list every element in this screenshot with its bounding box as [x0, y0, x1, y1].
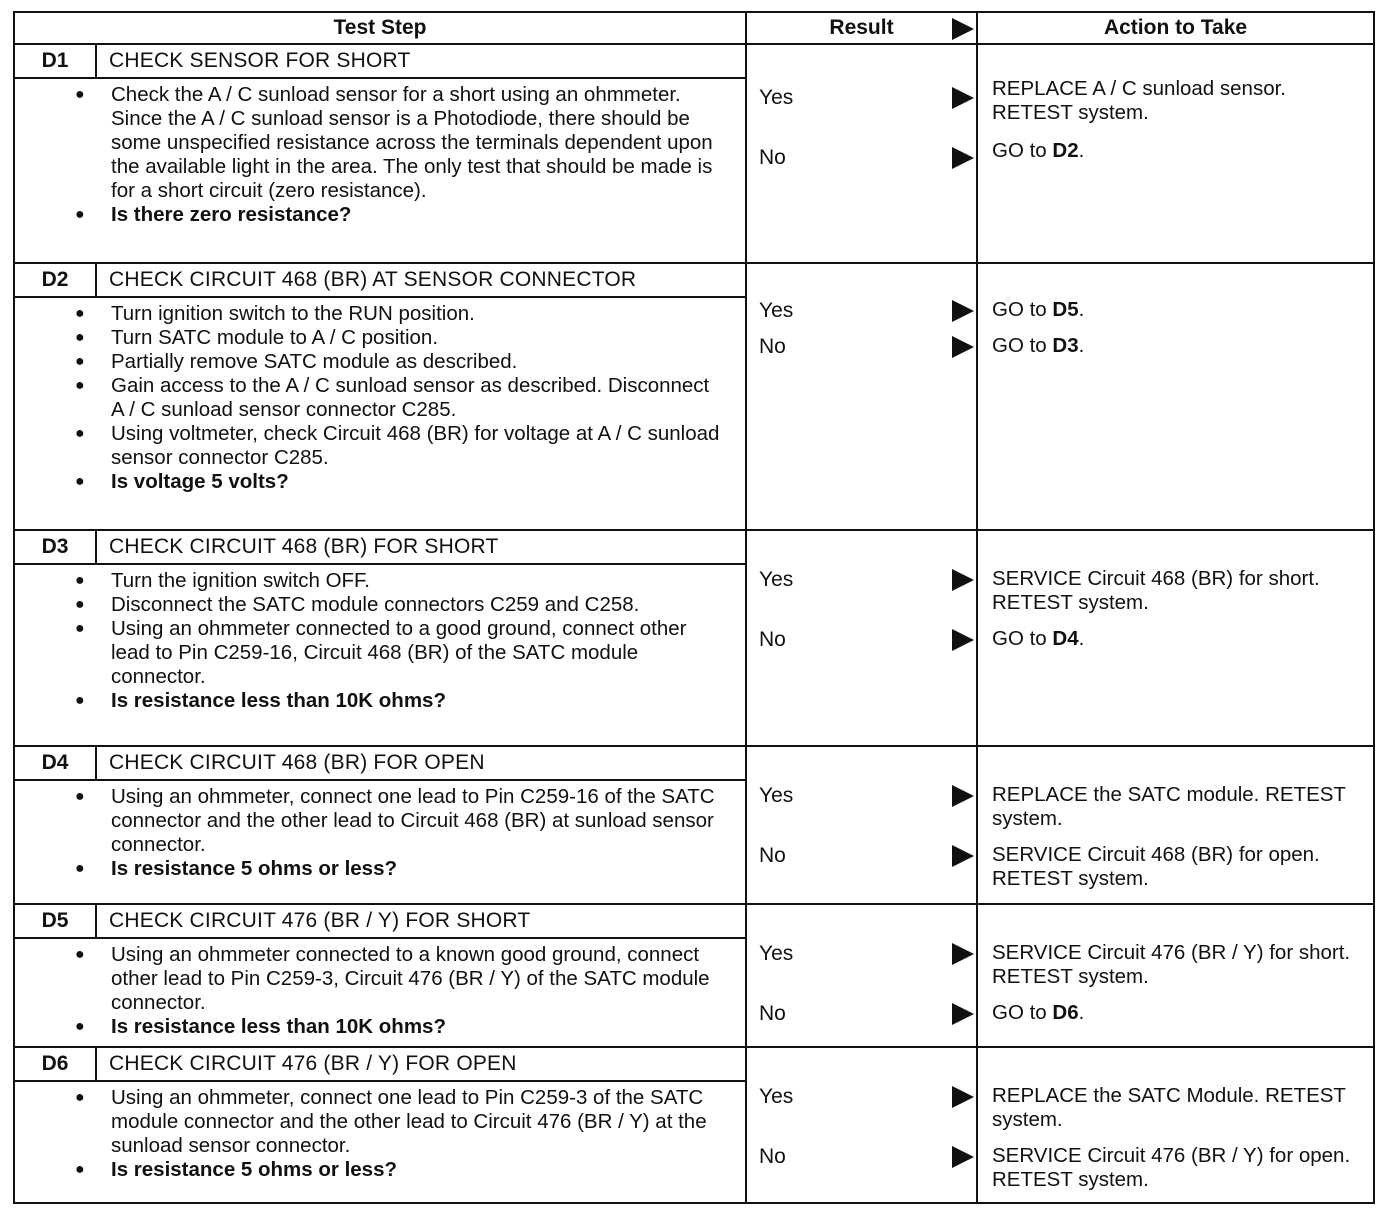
step-id: D5 [15, 905, 96, 938]
result-cell [746, 530, 977, 746]
result-cell [746, 44, 977, 263]
step-cell [14, 44, 746, 263]
result-label: Yes [759, 1085, 794, 1108]
action-no [992, 627, 1365, 651]
result-no [759, 1144, 974, 1170]
step-cell [14, 1047, 746, 1203]
header-action: Action to Take [977, 12, 1374, 44]
result-cell [746, 263, 977, 530]
step-id: D2 [15, 264, 96, 297]
step-id: D6 [15, 1048, 96, 1081]
action-yes [992, 567, 1365, 615]
steps-body [14, 44, 1374, 1203]
action-step-ref: D2 [1052, 139, 1079, 162]
step-question: ● Is resistance 5 ohms or less? [111, 857, 725, 881]
action-cell [977, 44, 1374, 263]
result-label: Yes [759, 86, 794, 109]
step-bullet-list [15, 943, 725, 1039]
action-no [992, 1144, 1365, 1192]
step-instruction: ● Using voltmeter, check Circuit 468 (BR) for voltage at A / C sunload sensor connector C285. [111, 422, 725, 470]
result-label: Yes [759, 942, 794, 965]
step-instruction: ● Using an ohmmeter connected to a good ground, connect other lead to Pin C259-16, Circuit 468 (BR) of the SATC module connector. [111, 617, 725, 689]
step-instruction: ● Using an ohmmeter, connect one lead to Pin C259-3 of the SATC module connector and the other lead to Circuit 476 (BR / Y) at the sunload sensor connector. [111, 1086, 725, 1158]
header-test-step: Test Step [14, 12, 746, 44]
step-cell [14, 530, 746, 746]
result-label: Yes [759, 299, 794, 322]
action-step-ref: D5 [1052, 298, 1079, 321]
arrow-right-icon [952, 300, 974, 322]
action-suffix: . [1078, 298, 1085, 321]
action-no [992, 843, 1365, 891]
step-title: CHECK CIRCUIT 468 (BR) FOR OPEN [96, 747, 745, 780]
action-yes [992, 1084, 1365, 1132]
action-text: SERVICE Circuit 468 (BR) for short. RETEST system. [992, 567, 1320, 614]
step-instruction: ● Turn the ignition switch OFF. [111, 569, 725, 593]
step-question: ● Is resistance less than 10K ohms? [111, 689, 725, 713]
step-instruction: ● Using an ohmmeter connected to a known good ground, connect other lead to Pin C259-3, Circuit 476 (BR / Y) of the SATC module connector. [111, 943, 725, 1015]
step-row [14, 530, 1374, 746]
result-no [759, 1001, 974, 1027]
action-text: SERVICE Circuit 468 (BR) for open. RETEST system. [992, 843, 1320, 890]
step-question: ● Is resistance 5 ohms or less? [111, 1158, 725, 1182]
result-cell [746, 1047, 977, 1203]
arrow-right-icon [952, 87, 974, 109]
step-row [14, 44, 1374, 263]
action-prefix: GO to [992, 139, 1053, 162]
step-title: CHECK CIRCUIT 468 (BR) FOR SHORT [96, 531, 745, 564]
step-bullet-list [15, 302, 725, 494]
action-text: REPLACE the SATC Module. RETEST system. [992, 1084, 1346, 1131]
action-yes [992, 783, 1365, 831]
step-title: CHECK CIRCUIT 476 (BR / Y) FOR SHORT [96, 905, 745, 938]
action-suffix: . [1078, 627, 1085, 650]
arrow-right-icon [952, 1086, 974, 1108]
step-id: D1 [15, 45, 96, 78]
arrow-right-icon [952, 943, 974, 965]
table-header-row [14, 12, 1374, 44]
action-no [992, 1001, 1365, 1025]
result-label: No [759, 1145, 786, 1168]
arrow-right-icon [952, 569, 974, 591]
step-instruction: ● Check the A / C sunload sensor for a short using an ohmmeter. Since the A / C sunload sensor is a Photodiode, there should be some unspecified resistance across the terminals dependent upon the available light in the area. The only test that should be made is for a short circuit (zero resistance). [111, 83, 725, 203]
header-result-label: Result [829, 16, 894, 39]
step-row [14, 1047, 1374, 1203]
action-step-ref: D4 [1052, 627, 1079, 650]
diagnostic-table [13, 11, 1375, 1204]
action-cell [977, 1047, 1374, 1203]
result-yes [759, 298, 974, 324]
action-cell [977, 904, 1374, 1047]
action-suffix: . [1078, 139, 1085, 162]
step-cell [14, 263, 746, 530]
arrow-right-icon [952, 336, 974, 358]
step-bullet-list [15, 785, 725, 881]
result-yes [759, 783, 974, 809]
result-cell [746, 746, 977, 904]
action-step-ref: D6 [1052, 1001, 1079, 1024]
result-yes [759, 567, 974, 593]
step-instruction: ● Turn ignition switch to the RUN position. [111, 302, 725, 326]
step-bullet-list [15, 569, 725, 713]
step-id: D4 [15, 747, 96, 780]
step-instruction: ● Turn SATC module to A / C position. [111, 326, 725, 350]
action-suffix: . [1078, 1001, 1085, 1024]
action-cell [977, 746, 1374, 904]
action-prefix: GO to [992, 627, 1053, 650]
action-no [992, 139, 1365, 163]
step-question: ● Is voltage 5 volts? [111, 470, 725, 494]
step-instruction: ● Using an ohmmeter, connect one lead to Pin C259-16 of the SATC connector and the other lead to Circuit 468 (BR) at sunload sensor connector. [111, 785, 725, 857]
result-label: No [759, 335, 786, 358]
arrow-right-icon [952, 1003, 974, 1025]
result-label: Yes [759, 784, 794, 807]
step-question: ● Is there zero resistance? [111, 203, 725, 227]
step-instruction: ● Partially remove SATC module as described. [111, 350, 725, 374]
step-bullet-list [15, 1086, 725, 1182]
result-cell [746, 904, 977, 1047]
action-step-ref: D3 [1052, 334, 1079, 357]
step-cell [14, 904, 746, 1047]
action-yes [992, 298, 1365, 322]
step-bullet-list [15, 83, 725, 227]
arrow-right-icon [952, 629, 974, 651]
action-text: REPLACE the SATC module. RETEST system. [992, 783, 1346, 830]
step-title: CHECK CIRCUIT 468 (BR) AT SENSOR CONNECTOR [96, 264, 745, 297]
result-yes [759, 941, 974, 967]
arrow-right-icon [952, 1146, 974, 1168]
step-row [14, 746, 1374, 904]
action-cell [977, 530, 1374, 746]
action-prefix: GO to [992, 298, 1053, 321]
step-instruction: ● Gain access to the A / C sunload sensor as described. Disconnect A / C sunload sensor connector C285. [111, 374, 725, 422]
result-no [759, 843, 974, 869]
action-text: SERVICE Circuit 476 (BR / Y) for short. RETEST system. [992, 941, 1351, 988]
action-no [992, 334, 1365, 358]
step-id: D3 [15, 531, 96, 564]
action-cell [977, 263, 1374, 530]
result-no [759, 334, 974, 360]
action-prefix: GO to [992, 1001, 1053, 1024]
action-yes [992, 77, 1365, 125]
arrow-right-icon [952, 785, 974, 807]
action-yes [992, 941, 1365, 989]
result-label: No [759, 146, 786, 169]
step-cell [14, 746, 746, 904]
header-arrow-icon [952, 18, 974, 40]
action-prefix: GO to [992, 334, 1053, 357]
result-yes [759, 1084, 974, 1110]
step-row [14, 263, 1374, 530]
arrow-right-icon [952, 147, 974, 169]
result-yes [759, 85, 974, 111]
step-instruction: ● Disconnect the SATC module connectors C259 and C258. [111, 593, 725, 617]
action-suffix: . [1078, 334, 1085, 357]
action-text: SERVICE Circuit 476 (BR / Y) for open. RETEST system. [992, 1144, 1351, 1191]
step-title: CHECK CIRCUIT 476 (BR / Y) FOR OPEN [96, 1048, 745, 1081]
result-no [759, 627, 974, 653]
result-label: No [759, 844, 786, 867]
step-row [14, 904, 1374, 1047]
step-question: ● Is resistance less than 10K ohms? [111, 1015, 725, 1039]
result-no [759, 145, 974, 171]
arrow-right-icon [952, 845, 974, 867]
result-label: Yes [759, 568, 794, 591]
result-label: No [759, 628, 786, 651]
step-title: CHECK SENSOR FOR SHORT [96, 45, 745, 78]
action-text: REPLACE A / C sunload sensor. RETEST system. [992, 77, 1286, 124]
header-result [746, 12, 977, 44]
diagnostic-table-document [13, 11, 1371, 1208]
result-label: No [759, 1002, 786, 1025]
